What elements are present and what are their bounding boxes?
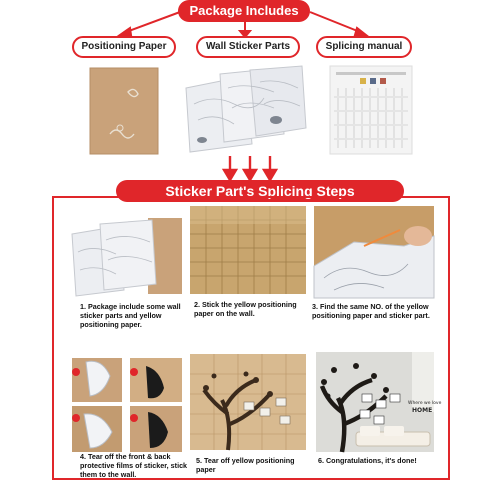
step-3-caption: 3. Find the same NO. of the yellow positioning paper and sticker part. — [312, 302, 430, 320]
splicing-manual-image — [330, 66, 412, 154]
scene-text-line1: Where we love — [408, 401, 442, 406]
item-label-positioning-paper: Positioning Paper — [72, 36, 176, 58]
step-4-image — [68, 356, 184, 454]
step-2-caption: 2. Stick the yellow positioning paper on the wall. — [194, 300, 297, 318]
step-6-caption: 6. Congratulations, it's done! — [318, 456, 417, 465]
steps-arrows — [220, 156, 280, 182]
step-2-image — [190, 206, 306, 294]
step-6-image — [316, 352, 442, 452]
scene-text-line2: HOME — [412, 407, 433, 414]
item-label-wall-sticker-parts: Wall Sticker Parts — [196, 36, 300, 58]
step-1-caption: 1. Package include some wall sticker parts and yellow positioning paper. — [80, 302, 181, 329]
package-includes-title: Package Includes — [178, 0, 310, 22]
step-3-image — [314, 206, 434, 298]
step-5-image — [190, 354, 306, 450]
item-label-splicing-manual: Splicing manual — [316, 36, 412, 58]
step-5-caption: 5. Tear off yellow positioning paper — [196, 456, 295, 474]
step-1-image — [64, 212, 184, 296]
wall-sticker-parts-image — [180, 64, 310, 156]
splicing-steps-title: Sticker Part's Splicing Steps — [116, 180, 404, 202]
header-arrows — [0, 0, 480, 40]
positioning-paper-image — [90, 68, 158, 154]
step-4-caption: 4. Tear off the front & back protective films of sticker, stick them to the wall. — [80, 452, 188, 479]
